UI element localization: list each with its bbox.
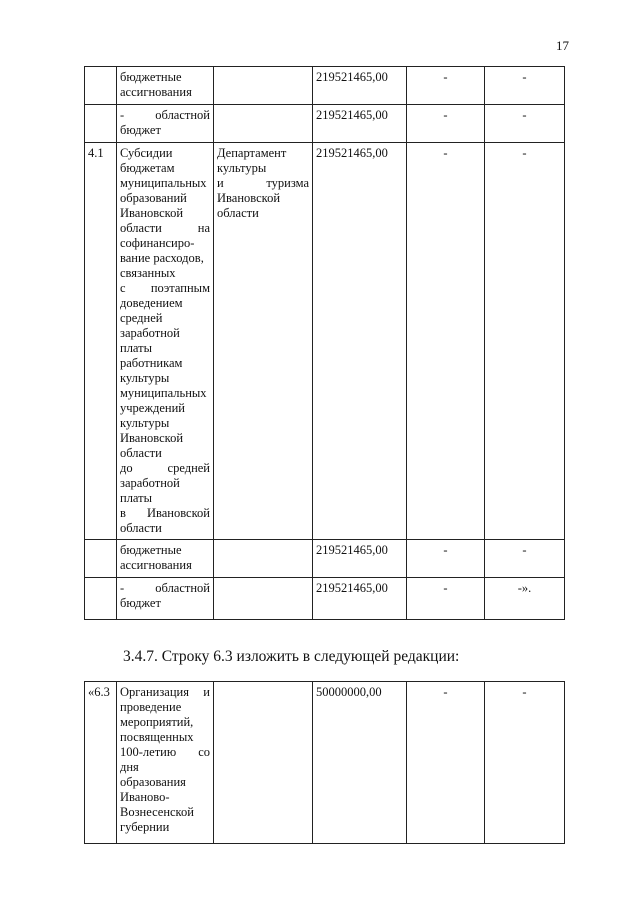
amount-cell: 219521465,00 (313, 540, 407, 578)
item-name-line: бюджет (120, 123, 161, 137)
item-name-line: губернии (120, 820, 170, 834)
item-name-line: с поэтапным (120, 281, 210, 295)
year3-amount-cell: - (485, 540, 565, 578)
item-name-line: посвященных (120, 730, 194, 744)
item-name-line: бюджетные (120, 70, 182, 84)
row-number-cell (85, 540, 117, 578)
item-name-line: области (120, 446, 162, 460)
table-row (85, 682, 565, 844)
item-name-line: доведением (120, 296, 183, 310)
item-name-line: до средней (120, 461, 210, 475)
item-name-line: области на (120, 221, 210, 235)
executor-cell (214, 143, 313, 540)
year2-amount-cell: - (407, 67, 485, 105)
item-name-line: образования (120, 775, 186, 789)
year2-amount-cell: - (407, 540, 485, 578)
row-number-cell: «6.3 (85, 682, 117, 844)
budget-table-top (84, 66, 565, 620)
item-name-cell (117, 682, 214, 844)
item-name-line: области (120, 521, 162, 535)
item-name-line: Организация и (120, 685, 210, 699)
row-number-cell (85, 67, 117, 105)
item-name-line: ассигнования (120, 85, 192, 99)
executor-cell (214, 540, 313, 578)
item-name-line: средней (120, 311, 163, 325)
item-name-line: культуры (120, 416, 170, 430)
item-name-line: образований (120, 191, 187, 205)
page-number: 17 (556, 38, 569, 53)
budget-table-bottom (84, 681, 565, 844)
item-name-line: софинансиро- (120, 236, 195, 250)
item-name-line: заработной (120, 476, 180, 490)
table-row (85, 67, 565, 105)
item-name-line: учреждений (120, 401, 185, 415)
executor-cell (214, 67, 313, 105)
item-name-cell (117, 67, 214, 105)
item-name-cell (117, 578, 214, 620)
amount-cell: 219521465,00 (313, 578, 407, 620)
table-row (85, 143, 565, 540)
item-name-line: работникам (120, 356, 183, 370)
item-name-line: муниципальных (120, 386, 207, 400)
item-name-line: связанных (120, 266, 176, 280)
year2-amount-cell: - (407, 105, 485, 143)
executor-cell (214, 682, 313, 844)
year3-amount-cell: - (485, 67, 565, 105)
item-name-line: бюджетам (120, 161, 175, 175)
year2-amount-cell: - (407, 682, 485, 844)
year2-amount-cell: - (407, 143, 485, 540)
executor-line: Ивановской (217, 191, 281, 205)
item-name-cell (117, 540, 214, 578)
item-name-line: Иваново- (120, 790, 170, 804)
item-name-line: в Ивановской (120, 506, 210, 520)
amount-cell: 50000000,00 (313, 682, 407, 844)
item-name-line: муниципальных (120, 176, 207, 190)
item-name-line: вание расходов, (120, 251, 204, 265)
item-name-line: платы (120, 491, 153, 505)
item-name-line: - областной (120, 581, 210, 595)
item-name-line: ассигнования (120, 558, 192, 572)
budget-table-top-body (85, 67, 565, 620)
item-name-line: бюджетные (120, 543, 182, 557)
item-name-line: 100-летию со (120, 745, 210, 759)
year3-amount-cell: - (485, 143, 565, 540)
item-name-cell (117, 143, 214, 540)
item-name-line: проведение (120, 700, 182, 714)
item-name-line: дня (120, 760, 139, 774)
item-name-line: бюджет (120, 596, 161, 610)
executor-cell (214, 105, 313, 143)
year3-amount-cell: -». (485, 578, 565, 620)
budget-table-bottom-body (85, 682, 565, 844)
amendment-instruction: 3.4.7. Строку 6.3 изложить в следующей редакции: (123, 648, 460, 665)
executor-line: области (217, 206, 259, 220)
item-name-line: заработной (120, 326, 180, 340)
table-row (85, 578, 565, 620)
amount-cell: 219521465,00 (313, 67, 407, 105)
executor-line: и туризма (217, 176, 309, 190)
row-number-cell (85, 578, 117, 620)
item-name-line: платы (120, 341, 153, 355)
item-name-line: Ивановской (120, 206, 184, 220)
year3-amount-cell: - (485, 682, 565, 844)
item-name-line: Субсидии (120, 146, 173, 160)
amount-cell: 219521465,00 (313, 143, 407, 540)
table-row (85, 105, 565, 143)
year3-amount-cell: - (485, 105, 565, 143)
amount-cell: 219521465,00 (313, 105, 407, 143)
executor-cell (214, 578, 313, 620)
item-name-line: Вознесенской (120, 805, 194, 819)
item-name-line: мероприятий, (120, 715, 194, 729)
table-row (85, 540, 565, 578)
row-number-cell (85, 105, 117, 143)
item-name-line: культуры (120, 371, 170, 385)
item-name-cell (117, 105, 214, 143)
item-name-line: - областной (120, 108, 210, 122)
row-number-cell: 4.1 (85, 143, 117, 540)
executor-line: Департамент (217, 146, 287, 160)
executor-line: культуры (217, 161, 267, 175)
item-name-line: Ивановской (120, 431, 184, 445)
year2-amount-cell: - (407, 578, 485, 620)
